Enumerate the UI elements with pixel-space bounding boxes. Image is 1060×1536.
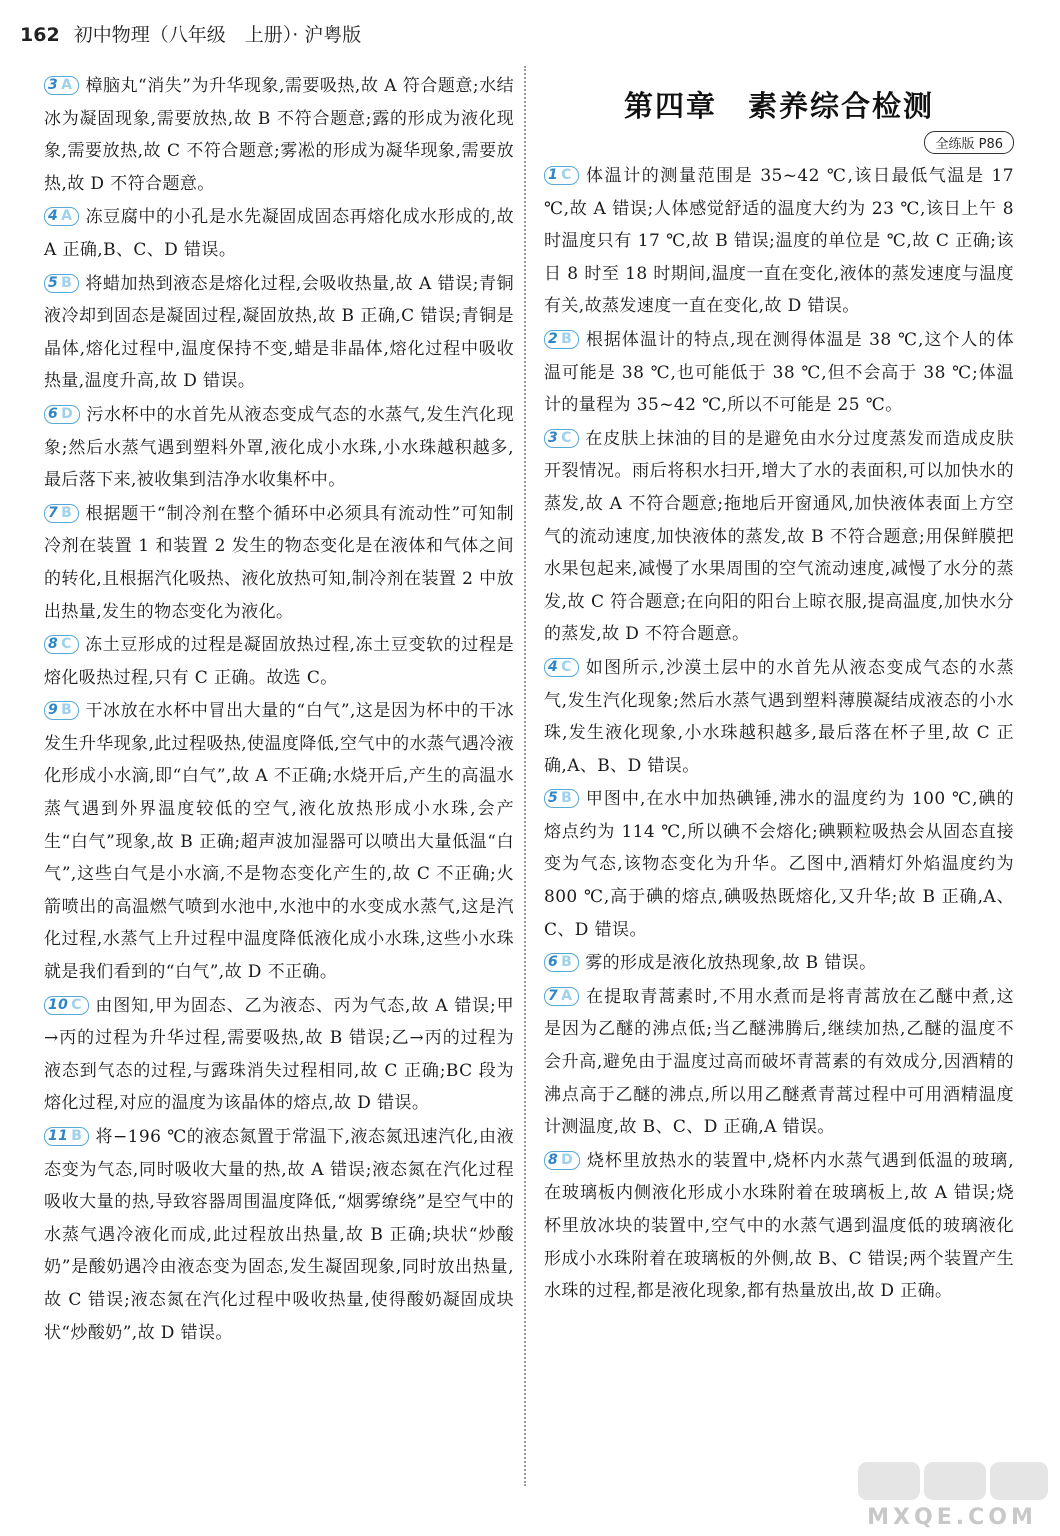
svg-text:MXQE.COM: MXQE.COM — [867, 1505, 1037, 1530]
answer-letter: A — [61, 77, 73, 93]
question-number: 2 — [548, 330, 559, 347]
answer-item — [544, 981, 1014, 1144]
answer-letter: A — [561, 987, 573, 1004]
answer-item — [544, 1145, 1014, 1308]
question-number: 8 — [48, 636, 59, 653]
ref-row — [544, 131, 1014, 154]
answer-item — [544, 160, 1014, 323]
right-column — [544, 84, 1014, 1309]
question-number-badge — [44, 504, 79, 523]
answer-item — [44, 629, 514, 694]
answer-item — [44, 1121, 514, 1349]
left-column — [44, 70, 514, 1350]
explanation-text: 樟脑丸“消失”为升华现象,需要吸热,故 A 符合题意;水结冰为凝固现象,需要放热,故 B 不符合题意;露的形成为液化现象,需要放热,故 C 不符合题意;雾凇的形成为凝华现象,需要放热,故 D 不符合题意。 — [44, 76, 514, 194]
question-number: 8 — [548, 1151, 559, 1168]
question-number-badge — [544, 953, 579, 972]
question-number-badge — [44, 76, 79, 95]
explanation-text: 在皮肤上抹油的目的是避免由水分过度蒸发而造成皮肤开裂情况。雨后将积水扫开,增大了水的表面积,可以加快水的蒸发,故 A 不符合题意;拖地后开窗通风,加快液体表面上方空气的流动速度,加快液体的蒸发,故 B 不符合题意;用保鲜膜把水果包起来,减慢了水果周围的空气流动速度,减慢了水分的蒸发,故 C 符合题意;在向阳的阳台上晾衣服,提高温度,加快水分的蒸发,故 D 不符合题意。 — [544, 428, 1014, 645]
answer-item — [44, 268, 514, 398]
answer-letter: A — [61, 208, 73, 225]
explanation-text: 冻土豆形成的过程是凝固放热过程,冻土豆变软的过程是熔化吸热过程,只有 C 正确。故选 C。 — [44, 635, 514, 688]
watermark — [852, 1460, 1052, 1530]
answer-item — [544, 783, 1014, 946]
column-divider — [524, 66, 526, 1486]
question-number-badge — [544, 987, 579, 1006]
watermark-logo-icon — [852, 1460, 1052, 1530]
answer-item — [44, 498, 514, 628]
answer-letter: B — [561, 790, 573, 807]
answer-letter: C — [71, 996, 82, 1013]
answer-letter: B — [61, 274, 73, 291]
question-number: 6 — [548, 954, 559, 971]
explanation-text: 烧杯里放热水的装置中,烧杯内水蒸气遇到低温的玻璃,在玻璃板内侧液化形成小水珠附着在玻璃板上,故 A 错误;烧杯里放冰块的装置中,空气中的水蒸气遇到温度低的玻璃液化形成小水珠附着在玻璃板的外侧,故 B、C 错误;两个装置产生水珠的过程,都是液化现象,都有热量放出,故 D 正确。 — [544, 1150, 1014, 1302]
answer-item — [44, 399, 514, 497]
question-number: 1 — [548, 167, 559, 183]
question-number-badge — [544, 658, 579, 677]
question-number: 3 — [48, 77, 59, 93]
answer-item — [44, 695, 514, 988]
explanation-text: 由图知,甲为固态、乙为液态、丙为气态,故 A 错误;甲→丙的过程为升华过程,需要吸热,故 B 错误;乙→丙的过程为液态到气态的过程,与露珠消失过程相同,故 C 正确;BC 段为熔化过程,对应的温度为该晶体的熔点,故 D 错误。 — [44, 995, 514, 1114]
answer-item — [44, 70, 514, 200]
question-number: 7 — [48, 504, 59, 521]
right-item-list — [544, 160, 1014, 1308]
chapter-title: 第四章 素养综合检测 — [623, 89, 934, 123]
question-number: 5 — [548, 790, 559, 807]
book-title: 初中物理（八年级 上册）· 沪粤版 — [73, 24, 362, 46]
question-number-badge — [544, 429, 579, 448]
explanation-text: 根据题干“制冷剂在整个循环中必须具有流动性”可知制冷剂在装置 1 和装置 2 发生的物态变化是在液体和气体之间的转化,且根据汽化吸热、液化放热可知,制冷剂在装置 2 中放出热量,发生的物态变化为液化。 — [44, 503, 514, 622]
explanation-text: 如图所示,沙漠土层中的水首先从液态变成气态的水蒸气,发生汽化现象;然后水蒸气遇到塑料薄膜凝结成液态的小水珠,发生液化现象,小水珠越积越多,最后落在杯子里,故 C 正确,A、B、D 错误。 — [544, 657, 1014, 776]
explanation-text: 雾的形成是液化放热现象,故 B 错误。 — [585, 953, 877, 974]
answer-item — [544, 652, 1014, 782]
question-number-badge — [44, 207, 79, 226]
explanation-text: 将蜡加热到液态是熔化过程,会吸收热量,故 A 错误;青铜液冷却到固态是凝固过程,凝固放热,故 B 正确,C 错误;青铜是晶体,熔化过程中,温度保持不变,蜡是非晶体,熔化过程中吸收热量,温度升高,故 D 错误。 — [44, 273, 514, 392]
question-number-badge — [44, 1127, 89, 1146]
question-number-badge — [44, 635, 79, 654]
explanation-text: 甲图中,在水中加热碘锤,沸水的温度约为 100 ℃,碘的熔点约为 114 ℃,所以碘不会熔化;碘颗粒吸热会从固态直接变为气态,该物态变化为升华。乙图中,酒精灯外焰温度约为 800 ℃,高于碘的熔点,碘吸热既熔化,又升华;故 B 正确,A、C、D 错误。 — [544, 789, 1014, 940]
answer-letter: B — [71, 1128, 83, 1144]
question-number: 3 — [548, 429, 559, 446]
reference-tag: 全练版 P86 — [924, 131, 1014, 154]
question-number-badge — [544, 166, 579, 185]
explanation-text: 在提取青蒿素时,不用水煮而是将青蒿放在乙醚中煮,这是因为乙醚的沸点低;当乙醚沸腾后,继续加热,乙醚的温度不会升高,避免由于温度过高而破坏青蒿素的有效成分,因酒精的沸点高于乙醚的沸点,所以用乙醚煮青蒿过程中可用酒精温度计测温度,故 B、C、D 正确,A 错误。 — [544, 986, 1014, 1138]
page-header — [20, 20, 361, 47]
answer-letter: C — [561, 658, 572, 675]
explanation-text: 将−196 ℃的液态氮置于常温下,液态氮迅速汽化,由液态变为气态,同时吸收大量的热,故 A 错误;液态氮在汽化过程吸收大量的热,导致容器周围温度降低,“烟雾缭绕”是空气中的水蒸气遇冷液化而成,此过程放出热量,故 B 正确;块状“炒酸奶”是酸奶遇冷由液态变为固态,发生凝固现象,同时放出热量,故 C 错误;液态氮在汽化过程中吸收热量,使得酸奶凝固成块状“炒酸奶”,故 D 错误。 — [44, 1127, 514, 1343]
question-number: 10 — [48, 996, 69, 1013]
explanation-text: 冻豆腐中的小孔是水先凝固成固态再熔化成水形成的,故 A 正确,B、C、D 错误。 — [44, 207, 514, 260]
answer-letter: B — [561, 330, 573, 347]
answer-letter: C — [61, 636, 72, 653]
answer-letter: D — [561, 1151, 574, 1168]
question-number: 4 — [48, 208, 59, 225]
answer-letter: C — [561, 167, 572, 183]
question-number: 9 — [48, 702, 59, 719]
answer-letter: B — [61, 702, 73, 719]
answer-letter: B — [61, 504, 73, 521]
question-number-badge — [544, 1151, 580, 1170]
question-number-badge — [44, 701, 79, 720]
question-number-badge — [544, 330, 579, 349]
question-number: 4 — [548, 658, 559, 675]
explanation-text: 体温计的测量范围是 35~42 ℃,该日最低气温是 17 ℃,故 A 错误;人体感觉舒适的温度大约为 23 ℃,该日上午 8 时温度只有 17 ℃,故 B 错误;温度的单位是 ℃,故 C 正确;该日 8 时至 18 时期间,温度一直在变化,液体的蒸发速度与温度有关,故蒸发速度一直在变化,故 D 错误。 — [544, 166, 1014, 317]
question-number: 7 — [548, 987, 559, 1004]
answer-item — [44, 990, 514, 1120]
question-number-badge — [44, 274, 79, 293]
question-number-badge — [44, 405, 80, 424]
explanation-text: 根据体温计的特点,现在测得体温是 38 ℃,这个人的体温可能是 38 ℃,也可能低于 38 ℃,但不会高于 38 ℃;体温计的量程为 35~42 ℃,所以不可能是 25 ℃。 — [544, 329, 1014, 416]
answer-item — [544, 324, 1014, 422]
answer-item — [544, 423, 1014, 651]
answer-item — [544, 947, 1014, 980]
answer-letter: B — [561, 954, 573, 971]
question-number: 6 — [48, 405, 59, 422]
explanation-text: 污水杯中的水首先从液态变成气态的水蒸气,发生汽化现象;然后水蒸气遇到塑料外罩,液化成小水珠,小水珠越积越多,最后落下来,被收集到洁净水收集杯中。 — [44, 404, 514, 491]
answer-letter: D — [61, 405, 74, 422]
question-number: 11 — [48, 1128, 69, 1144]
answer-item — [44, 201, 514, 266]
question-number-badge — [44, 996, 89, 1015]
explanation-text: 干冰放在水杯中冒出大量的“白气”,这是因为杯中的干冰发生升华现象,此过程吸热,使温度降低,空气中的水蒸气遇冷液化形成小水滴,即“白气”,故 A 不正确;水烧开后,产生的高温水蒸气遇到外界温度较低的空气,液化放热形成小水珠,会产生“白气”现象,故 B 正确;超声波加湿器可以喷出大量低温“白气”,这些白气是小水滴,不是物态变化产生的,故 C 不正确;火箭喷出的高温燃气喷到水池中,水池中的水变成水蒸气,这是汽化过程,水蒸气上升过程中温度降低液化成小水珠,这些小水珠就是我们看到的“白气”,故 D 不正确。 — [44, 701, 514, 983]
page-number: 162 — [20, 24, 60, 46]
answer-letter: C — [561, 429, 572, 446]
question-number: 5 — [48, 274, 59, 291]
question-number-badge — [544, 789, 579, 808]
